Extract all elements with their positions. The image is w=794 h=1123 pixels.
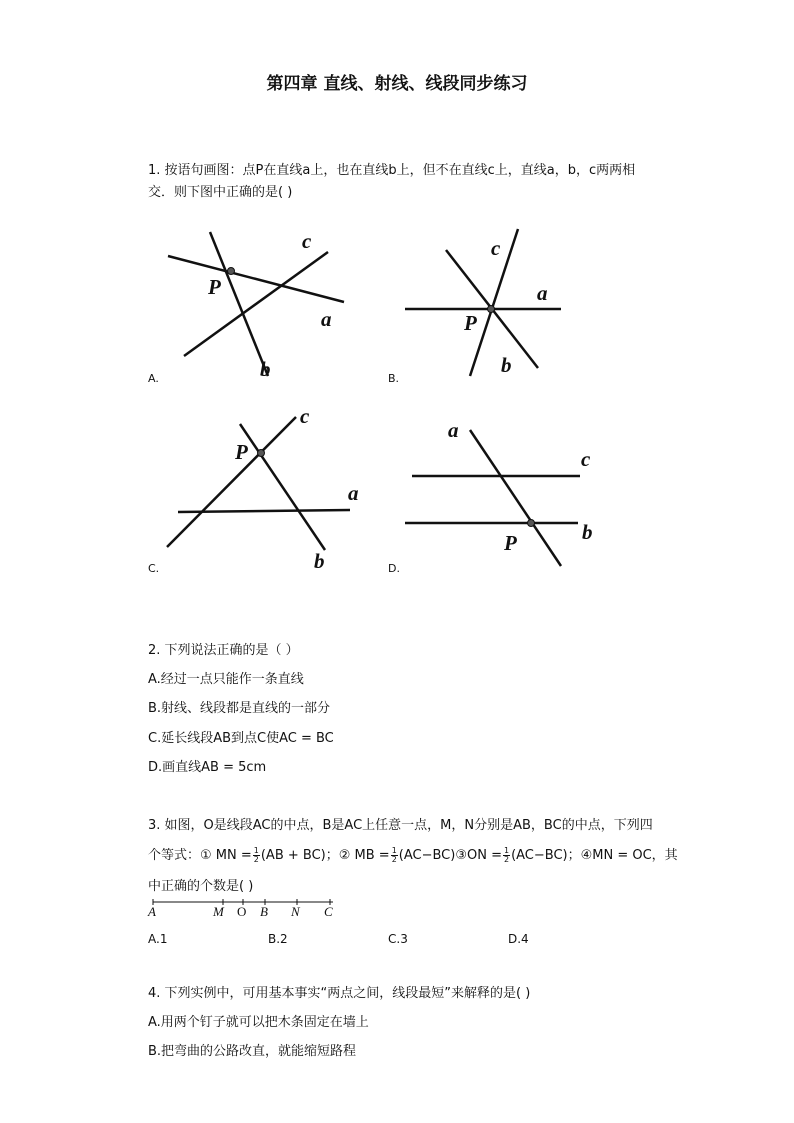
q4-option-b[interactable]: B.把弯曲的公路改直，就能缩短路程 <box>148 1044 357 1059</box>
q1-stem-line1: 1. 按语句画图：点P在直线a上，也在直线b上，但不在直线c上，直线a，b，c两两相 <box>148 163 636 178</box>
label-b: B <box>260 904 268 919</box>
fraction-half: $\frac{1}{2}$ <box>503 846 510 864</box>
q2-option-b[interactable]: B.射线、线段都是直线的一部分 <box>148 701 331 716</box>
line-c <box>184 252 328 356</box>
q3-option-c[interactable]: C.3 <box>388 932 408 946</box>
label-b: b <box>501 353 512 377</box>
q3-eq3-end: (AC−BC)；④MN = OC，其 <box>511 848 678 863</box>
q3-stem-line2 <box>148 846 678 866</box>
q1-figure-a <box>150 222 360 387</box>
label-c: c <box>300 404 310 428</box>
q3-stem-line1: 3. 如图，O是线段AC的中点，B是AC上任意一点，M，N分别是AB，BC的中点，下列四 <box>148 818 653 833</box>
point-p <box>528 520 535 527</box>
q2-stem: 2. 下列说法正确的是（ ） <box>148 643 299 658</box>
label-c: c <box>302 229 312 253</box>
q4-stem: 4. 下列实例中，可用基本事实“两点之间，线段最短”来解释的是( ) <box>148 986 531 1001</box>
q3-option-d[interactable]: D.4 <box>508 932 529 946</box>
q1-figure-d <box>400 412 610 572</box>
q3-eq1-end: (AB + BC)；② MB = <box>260 848 390 863</box>
page-title: 第四章 直线、射线、线段同步练习 <box>266 74 528 94</box>
label-a: a <box>348 481 359 505</box>
q3-stem-line3: 中正确的个数是( ) <box>148 879 254 894</box>
label-o: O <box>237 904 247 919</box>
q1-stem-line2: 交．则下图中正确的是( ) <box>148 185 293 200</box>
q3-eq1-start: 个等式：① MN = <box>148 848 252 863</box>
line-b <box>240 424 325 550</box>
q2-option-d[interactable]: D.画直线AB = 5cm <box>148 760 267 775</box>
fraction-half: $\frac{1}{2}$ <box>253 846 259 864</box>
line-c <box>167 417 296 547</box>
q4-option-a[interactable]: A.用两个钉子就可以把木条固定在墙上 <box>148 1015 369 1030</box>
q2-option-a[interactable]: A.经过一点只能作一条直线 <box>148 672 304 687</box>
q3-eq2-end: (AC−BC)③ON = <box>398 848 502 863</box>
q1-option-b[interactable]: B. <box>388 372 400 385</box>
label-a: a <box>321 307 332 331</box>
point-p <box>258 450 265 457</box>
label-p: P <box>464 311 477 335</box>
label-p: P <box>208 275 221 299</box>
label-p: P <box>504 531 517 555</box>
q3-option-b[interactable]: B.2 <box>268 932 288 946</box>
label-c: c <box>491 236 501 260</box>
q1-figure-c <box>160 402 370 577</box>
line-a <box>168 256 344 302</box>
label-m: M <box>213 904 224 919</box>
label-p: P <box>235 440 248 464</box>
q1-option-c[interactable]: C. <box>148 562 160 575</box>
line-b <box>210 232 268 376</box>
q1-figure-b <box>400 222 575 382</box>
q1-option-a[interactable]: A. <box>148 372 159 385</box>
point-p <box>488 306 495 313</box>
label-a: a <box>537 281 548 305</box>
q2-option-c[interactable]: C.延长线段AB到点C使AC = BC <box>148 731 334 746</box>
label-b: b <box>582 520 593 544</box>
fraction-half: $\frac{1}{2}$ <box>391 846 397 864</box>
label-n: N <box>291 904 300 919</box>
q1-option-d[interactable]: D. <box>388 562 400 575</box>
label-c: c <box>581 447 591 471</box>
label-b: b <box>314 549 325 573</box>
label-a: a <box>448 418 459 442</box>
label-b: b <box>260 357 271 381</box>
label-a: A <box>148 904 156 919</box>
q3-number-line <box>145 894 345 920</box>
label-c: C <box>324 904 333 919</box>
q3-option-a[interactable]: A.1 <box>148 932 168 946</box>
point-p <box>228 268 235 275</box>
